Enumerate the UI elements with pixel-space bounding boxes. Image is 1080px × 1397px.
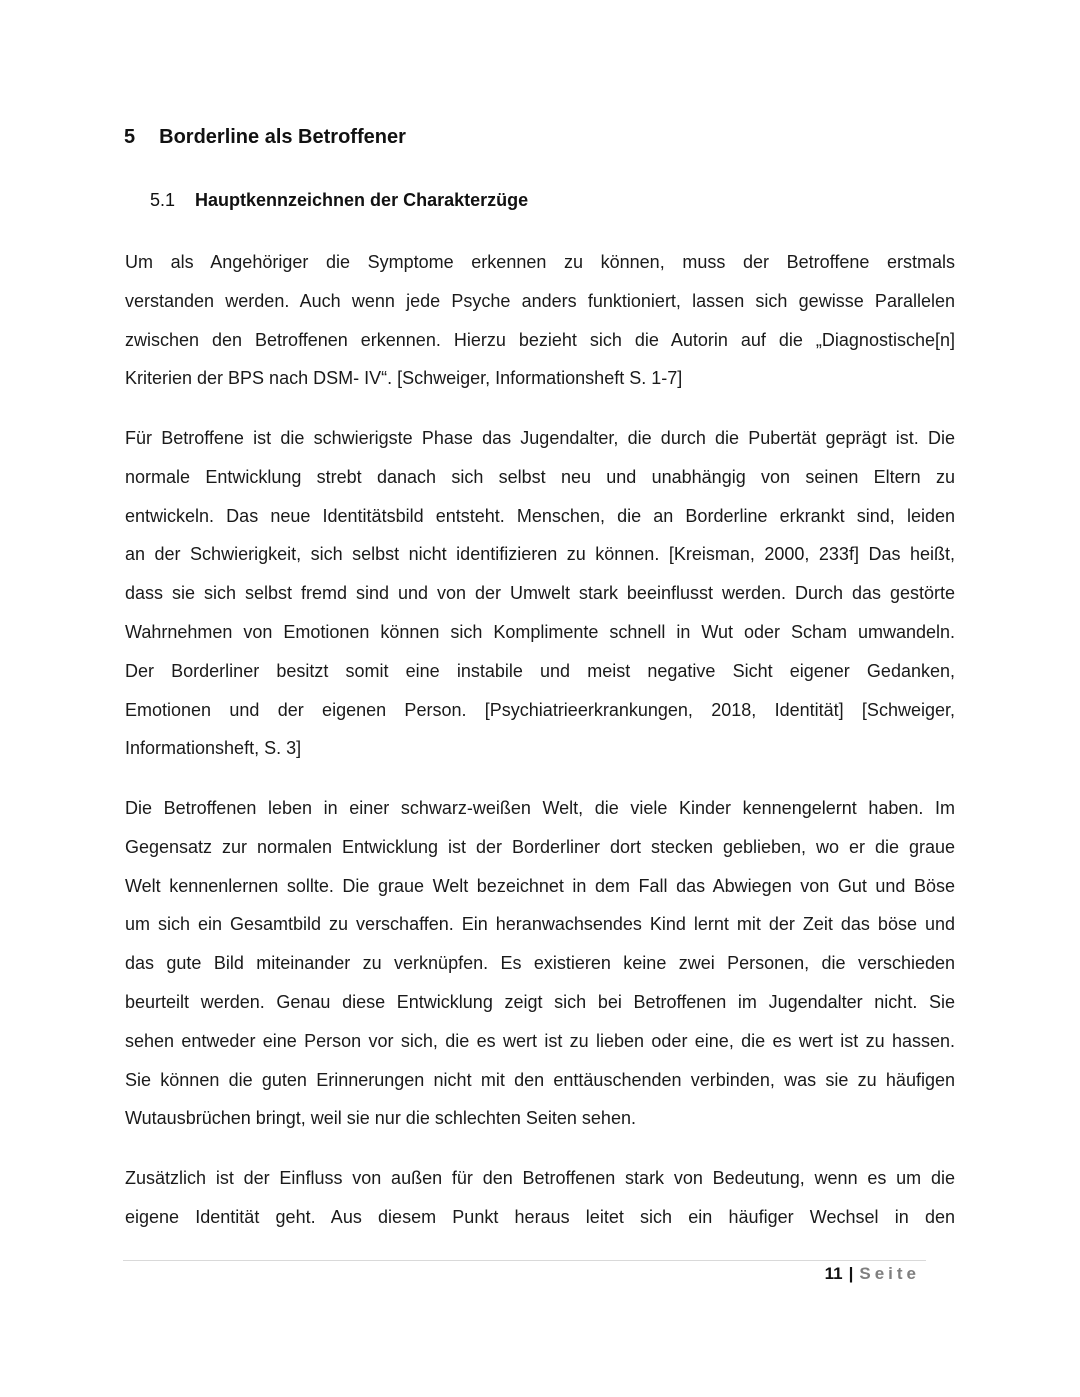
paragraph-line: verstanden werden. Auch wenn jede Psyche anders funktioniert, lassen sich gewisse Parallelen [125, 290, 955, 311]
paragraph-line: um sich ein Gesamtbild zu verschaffen. Ein heranwachsendes Kind lernt mit der Zeit das böse und [125, 914, 955, 935]
paragraph-line: Die Betroffenen leben in einer schwarz-weißen Welt, die viele Kinder kennengelernt haben. Im [125, 798, 955, 818]
paragraph-line: das gute Bild miteinander zu verknüpfen. Es existieren keine zwei Personen, die verschieden [125, 953, 955, 974]
paragraph-line: sehen entweder eine Person vor sich, die es wert ist zu lieben oder eine, die es wert ist zu hassen. [125, 1030, 955, 1051]
paragraph-line: Kriterien der BPS nach DSM- IV“. [Schweiger, Informationsheft S. 1-7] [125, 368, 683, 389]
paragraph [125, 419, 955, 768]
chapter-number: 5 [124, 126, 136, 148]
paragraph [125, 1159, 955, 1237]
paragraph [125, 789, 955, 1138]
paragraph-line: entwickeln. Das neue Identitätsbild entsteht. Menschen, die an Borderline erkrankt sind, leiden [125, 505, 955, 526]
paragraph-line: beurteilt werden. Genau diese Entwicklung zeigt sich bei Betroffenen im Jugendalter nicht. Sie [125, 991, 955, 1012]
paragraph-line: Für Betroffene ist die schwierigste Phase das Jugendalter, die durch die Pubertät geprägt ist. Die [125, 428, 955, 448]
page-footer [825, 1264, 920, 1284]
section-title: Hauptkennzeichnen der Charakterzüge [195, 190, 529, 210]
paragraph-line: zwischen den Betroffenen erkennen. Hierzu bezieht sich die Autorin auf die „Diagnostische[n] [125, 329, 955, 350]
page-label: Seite [859, 1264, 920, 1283]
section-number: 5.1 [150, 190, 176, 210]
paragraph-line: Wutausbrüchen bringt, weil sie nur die schlechten Seiten sehen. [125, 1108, 636, 1129]
paragraph-line: Sie können die guten Erinnerungen nicht mit den enttäuschenden verbinden, was sie zu häufigen [125, 1069, 955, 1090]
section-heading [150, 190, 528, 211]
chapter-heading [124, 126, 406, 149]
paragraph-line: dass sie sich selbst fremd sind und von der Umwelt stark beeinflusst werden. Durch das gestörte [125, 583, 955, 604]
paragraph-line: Welt kennenlernen sollte. Die graue Welt bezeichnet in dem Fall das Abwiegen von Gut und Böse [125, 875, 955, 896]
paragraph [125, 243, 955, 398]
paragraph-line: Emotionen und der eigenen Person. [Psychiatrieerkrankungen, 2018, Identität] [Schweiger, [125, 699, 955, 720]
chapter-title: Borderline als Betroffener [159, 126, 406, 148]
paragraph-line: normale Entwicklung strebt danach sich selbst neu und unabhängig von seinen Eltern zu [125, 466, 955, 487]
footer-separator: | [848, 1264, 854, 1283]
paragraph-line: eigene Identität geht. Aus diesem Punkt heraus leitet sich ein häufiger Wechsel in den [125, 1206, 955, 1227]
paragraph-line: Wahrnehmen von Emotionen können sich Komplimente schnell in Wut oder Scham umwandeln. [125, 621, 955, 642]
footer-divider [123, 1260, 926, 1261]
paragraph-line: an der Schwierigkeit, sich selbst nicht identifizieren zu können. [Kreisman, 2000, 233f] Das heißt, [125, 544, 955, 565]
page-number: 11 [824, 1264, 843, 1283]
paragraph-line: Der Borderliner besitzt somit eine instabile und meist negative Sicht eigener Gedanken, [125, 660, 955, 681]
paragraph-line: Informationsheft, S. 3] [125, 738, 302, 759]
paragraph-line: Um als Angehöriger die Symptome erkennen zu können, muss der Betroffene erstmals [125, 252, 955, 272]
paragraph-line: Zusätzlich ist der Einfluss von außen für den Betroffenen stark von Bedeutung, wenn es um die [125, 1168, 955, 1188]
paragraph-line: Gegensatz zur normalen Entwicklung ist der Borderliner dort stecken geblieben, wo er die graue [125, 836, 955, 857]
